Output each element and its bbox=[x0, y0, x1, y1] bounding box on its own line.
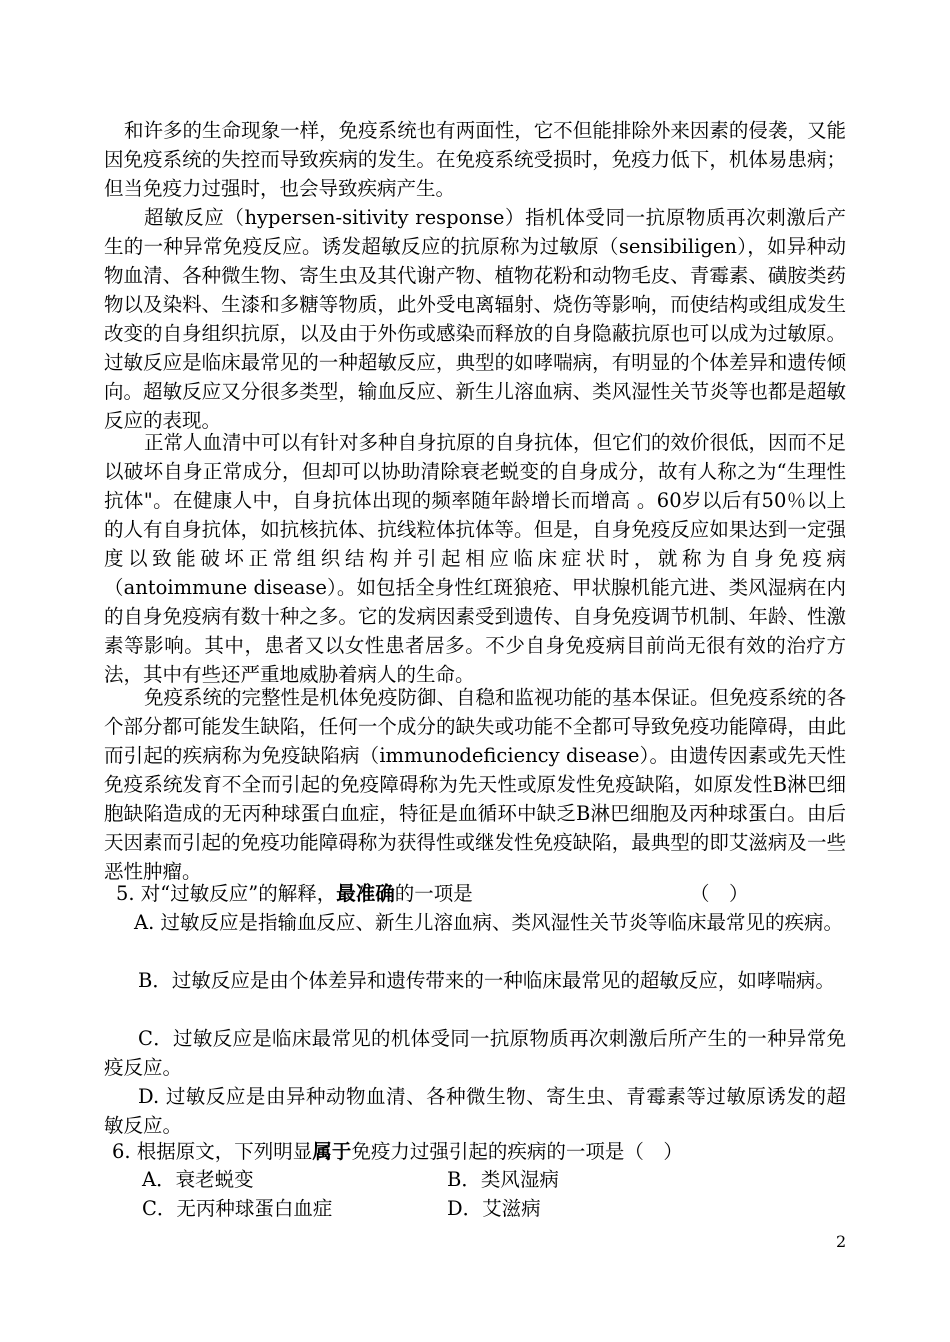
question-6-keyword: 属于 bbox=[312, 1140, 352, 1163]
paragraph-hypersensitivity: 超敏反应（hypersen-sitivity response）指机体受同一抗原物质再次刺激后产生的一种异常免疫反应。诱发超敏反应的抗原称为过敏原（sensibiligen），如异种动物血清、各种微生物、寄生虫及其代谢产物、植物花粉和动物毛皮、青霉素、磺胺类药物以及染料、生漆和多糖等物质，此外受电离辐射、烧伤等影响，而使结构或组成发生改变的自身组织抗原，以及由于外伤或感染而释放的自身隐蔽抗原也可以成为过敏原。过敏反应是临床最常见的一种超敏反应，典型的如哮喘病，有明显的个体差异和遗传倾向。超敏反应又分很多类型，输血反应、新生儿溶血病、类风湿性关节炎等也都是超敏反应的表现。 bbox=[104, 206, 846, 432]
question-5-stem bbox=[104, 882, 473, 905]
question-5 bbox=[104, 879, 846, 908]
paragraph-immunodeficiency: 免疫系统的完整性是机体免疫防御、自稳和监视功能的基本保证。但免疫系统的各个部分都可能发生缺陷，任何一个成分的缺失或功能不全都可导致免疫功能障碍，由此而引起的疾病称为免疫缺陷病（immunodeficiency disease）。由遗传因素或先天性免疫系统发育不全而引起的免疫障碍称为先天性或原发性免疫缺陷，如原发性B淋巴细胞缺陷造成的无丙种球蛋白血症，特征是血循环中缺乏B淋巴细胞及丙种球蛋白。由后天因素而引起的免疫功能障碍称为获得性或继发性免疫缺陷，最典型的即艾滋病及一些恶性肿瘤。 bbox=[104, 686, 847, 883]
question-5-stem-text: 5. 对“过敏反应”的解释， bbox=[116, 882, 337, 905]
question-5-option-c[interactable]: C．过敏反应是临床最常见的机体受同一抗原物质再次刺激后所产生的一种异常免疫反应。 bbox=[104, 1027, 846, 1079]
paragraph-intro: 和许多的生命现象一样，免疫系统也有两面性，它不但能排除外来因素的侵袭，又能因免疫系统的失控而导致疾病的发生。在免疫系统受损时，免疫力低下，机体易患病；但当免疫力过强时，也会导致疾病产生。 bbox=[104, 119, 846, 200]
question-5-stem-tail: 的一项是 bbox=[394, 882, 473, 905]
paragraph-autoimmune: 正常人血清中可以有针对多种自身抗原的自身抗体，但它们的效价很低，因而不足以破坏自身正常成分，但却可以协助清除衰老蜕变的自身成分，故有人称之为“生理性抗体"。在健康人中，自身抗体出现的频率随年龄增长而增高 。60岁以后有50％以上的人有自身抗体，如抗核抗体、抗线粒体抗体等。但是，自身免疫反应如果达到一定强度以致能破坏正常组织结构并引起相应临床症状时，就称为自身免疫病（antoimmune disease）。如包括全身性红斑狼疮、甲状腺机能亢进、类风湿病在内的自身免疫病有数十种之多。它的发病因素受到遗传、自身免疫调节机制、年龄、性激素等影响。其中，患者又以女性患者居多。不少自身免疫病目前尚无很有效的治疗方法，其中有些还严重地威胁着病人的生命。 bbox=[104, 431, 847, 686]
page-number: 2 bbox=[836, 1232, 847, 1251]
question-6-option-a[interactable]: A．衰老蜕变 bbox=[142, 1168, 254, 1191]
question-6 bbox=[104, 1137, 854, 1166]
question-5-answer-blank[interactable]: （ ） bbox=[690, 882, 749, 905]
question-5-option-d[interactable]: D. 过敏反应是由异种动物血清、各种微生物、寄生虫、青霉素等过敏原诱发的超敏反应。 bbox=[104, 1085, 846, 1137]
question-6-option-d[interactable]: D．艾滋病 bbox=[447, 1197, 541, 1220]
question-6-stem-tail: 免疫力过强引起的疾病的一项是（ ） bbox=[351, 1140, 683, 1163]
question-5-option-a[interactable]: A. 过敏反应是指输血反应、新生儿溶血病、类风湿性关节炎等临床最常见的疾病。 bbox=[134, 911, 843, 934]
question-6-option-c[interactable]: C．无丙种球蛋白血症 bbox=[142, 1197, 333, 1220]
question-5-option-b[interactable]: B．过敏反应是由个体差异和遗传带来的一种临床最常见的超敏反应，如哮喘病。 bbox=[138, 969, 835, 992]
question-6-stem-text: 6. 根据原文，下列明显 bbox=[112, 1140, 313, 1163]
question-6-option-b[interactable]: B．类风湿病 bbox=[447, 1168, 559, 1191]
question-5-keyword: 最准确 bbox=[336, 882, 395, 905]
